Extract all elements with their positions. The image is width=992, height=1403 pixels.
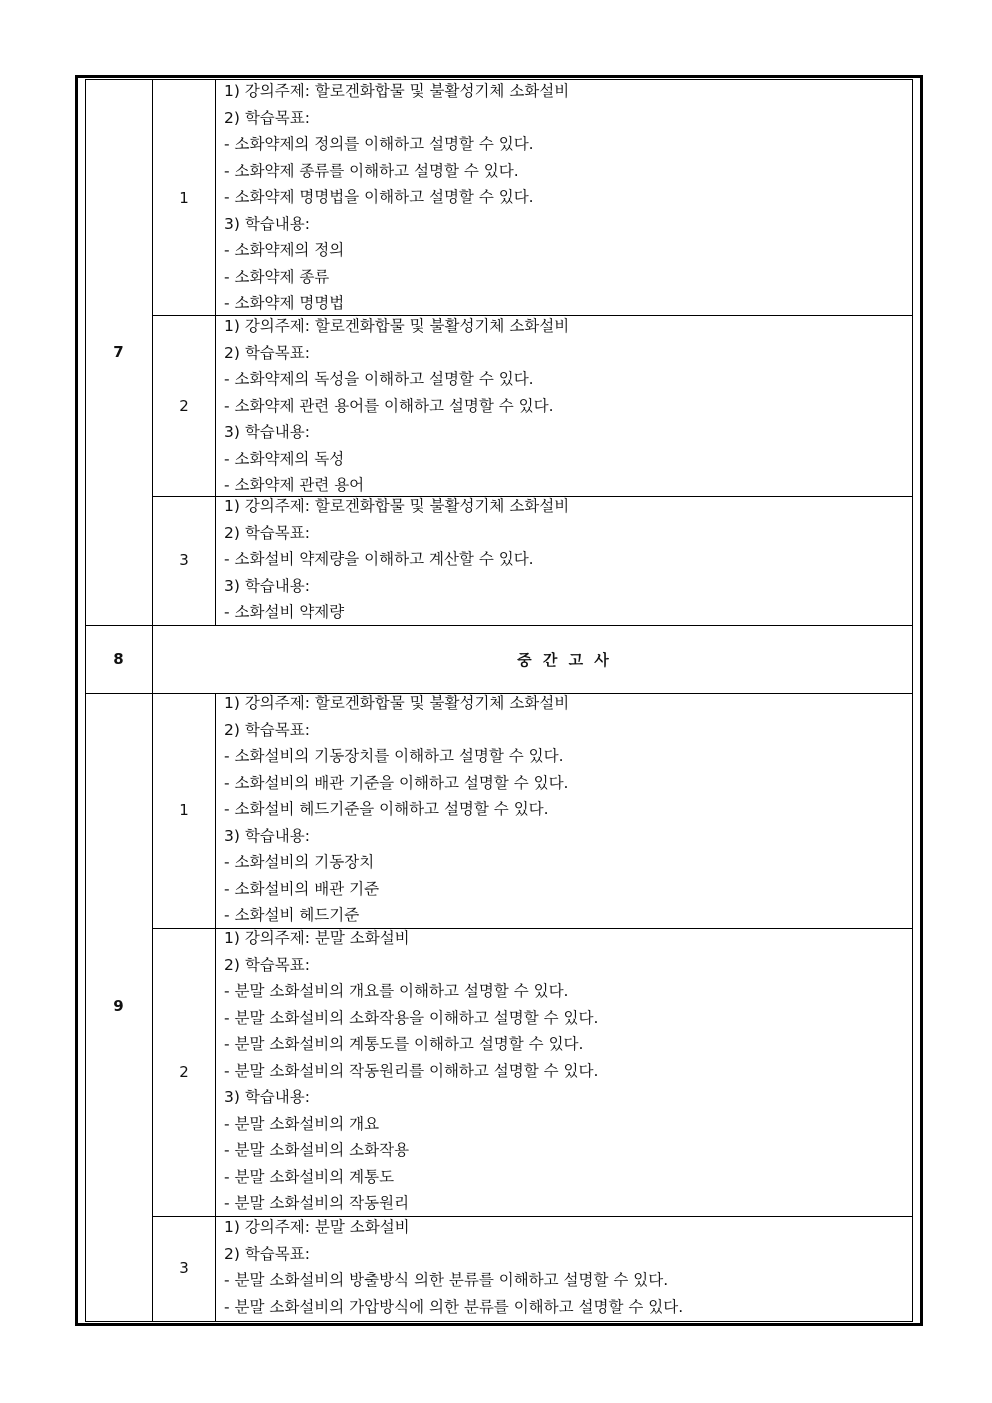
content-line: 1) 강의주제: 분말 소화설비 <box>224 929 410 947</box>
session-number: 1 <box>179 189 189 207</box>
week-number: 8 <box>113 650 124 668</box>
content-line: 3) 학습내용: <box>224 576 310 595</box>
content-line: 3) 학습내용: <box>224 826 310 845</box>
content-line: 2) 학습목표: <box>224 108 310 127</box>
table-border-right <box>912 79 913 1322</box>
content-line: - 소화약제의 독성 <box>224 449 345 468</box>
content-line: - 분말 소화설비의 소화작용 <box>224 1141 410 1159</box>
content-line: - 소화약제 종류를 이해하고 설명할 수 있다. <box>224 161 519 180</box>
content-line: - 분말 소화설비의 방출방식 의한 분류를 이해하고 설명할 수 있다. <box>224 1271 669 1289</box>
session-number: 3 <box>179 1259 189 1277</box>
content-line: - 분말 소화설비의 소화작용을 이해하고 설명할 수 있다. <box>224 1008 599 1027</box>
content-line: - 소화설비의 배관 기준을 이해하고 설명할 수 있다. <box>224 773 569 792</box>
session-number: 1 <box>179 801 189 819</box>
session-content <box>224 925 904 1217</box>
content-line: - 소화약제 명명법 <box>224 294 345 312</box>
content-line: - 분말 소화설비의 개요를 이해하고 설명할 수 있다. <box>224 982 569 1000</box>
session-content <box>224 690 904 929</box>
content-line: 2) 학습목표: <box>224 1244 310 1263</box>
content-line: 1) 강의주제: 할로겐화합물 및 불활성기체 소화설비 <box>224 694 570 712</box>
content-line: - 분말 소화설비의 가압방식에 의한 분류를 이해하고 설명할 수 있다. <box>224 1297 684 1316</box>
content-line: 1) 강의주제: 할로겐화합물 및 불활성기체 소화설비 <box>224 497 570 515</box>
content-line: - 소화약제 관련 용어 <box>224 476 365 494</box>
content-line: - 소화설비의 기동장치 <box>224 853 375 871</box>
table-border-left <box>85 79 86 1322</box>
session-number: 2 <box>179 397 189 415</box>
content-line: - 소화설비의 배관 기준 <box>224 879 380 898</box>
content-line: - 소화설비 약제량을 이해하고 계산할 수 있다. <box>224 550 534 568</box>
content-line: - 소화설비의 기동장치를 이해하고 설명할 수 있다. <box>224 747 564 765</box>
content-line: - 소화설비 헤드기준을 이해하고 설명할 수 있다. <box>224 800 549 818</box>
content-line: 1) 강의주제: 할로겐화합물 및 불활성기체 소화설비 <box>224 317 570 335</box>
session-content <box>224 313 904 499</box>
content-line: - 분말 소화설비의 작동원리 <box>224 1194 410 1212</box>
content-line: 2) 학습목표: <box>224 523 310 542</box>
content-line: 2) 학습목표: <box>224 720 310 739</box>
session-column-divider-w9 <box>215 693 216 1322</box>
week-number: 9 <box>113 997 124 1015</box>
week-column-divider <box>152 79 153 1322</box>
content-line: - 소화약제의 정의 <box>224 241 345 259</box>
content-line: - 소화약제의 독성을 이해하고 설명할 수 있다. <box>224 370 534 388</box>
content-line: - 소화약제 종류 <box>224 267 330 286</box>
content-line: 3) 학습내용: <box>224 423 310 441</box>
content-line: 1) 강의주제: 할로겐화합물 및 불활성기체 소화설비 <box>224 82 570 100</box>
content-line: 2) 학습목표: <box>224 955 310 974</box>
session-content <box>224 493 904 626</box>
content-line: - 소화약제 명명법을 이해하고 설명할 수 있다. <box>224 188 534 206</box>
session-content <box>224 1214 904 1320</box>
session-number: 3 <box>179 551 189 569</box>
content-line: - 분말 소화설비의 개요 <box>224 1114 380 1133</box>
session-number: 2 <box>179 1063 189 1081</box>
session-content <box>224 78 904 317</box>
content-line: 1) 강의주제: 분말 소화설비 <box>224 1218 410 1236</box>
content-line: - 소화약제의 정의를 이해하고 설명할 수 있다. <box>224 135 534 153</box>
content-line: - 소화설비 헤드기준 <box>224 906 360 924</box>
session-column-divider-w7 <box>215 79 216 626</box>
table-border-bottom <box>85 1321 913 1322</box>
content-line: 2) 학습목표: <box>224 343 310 362</box>
content-line: - 분말 소화설비의 계통도를 이해하고 설명할 수 있다. <box>224 1035 584 1053</box>
week-number: 7 <box>113 343 124 361</box>
midterm-exam-label: 중 간 고 사 <box>517 651 612 669</box>
content-line: - 분말 소화설비의 작동원리를 이해하고 설명할 수 있다. <box>224 1061 599 1080</box>
syllabus-table <box>85 79 913 1322</box>
content-line: - 소화약제 관련 용어를 이해하고 설명할 수 있다. <box>224 396 554 415</box>
content-line: - 소화설비 약제량 <box>224 603 345 621</box>
content-line: 3) 학습내용: <box>224 214 310 233</box>
content-line: - 분말 소화설비의 계통도 <box>224 1167 395 1186</box>
content-line: 3) 학습내용: <box>224 1088 310 1106</box>
